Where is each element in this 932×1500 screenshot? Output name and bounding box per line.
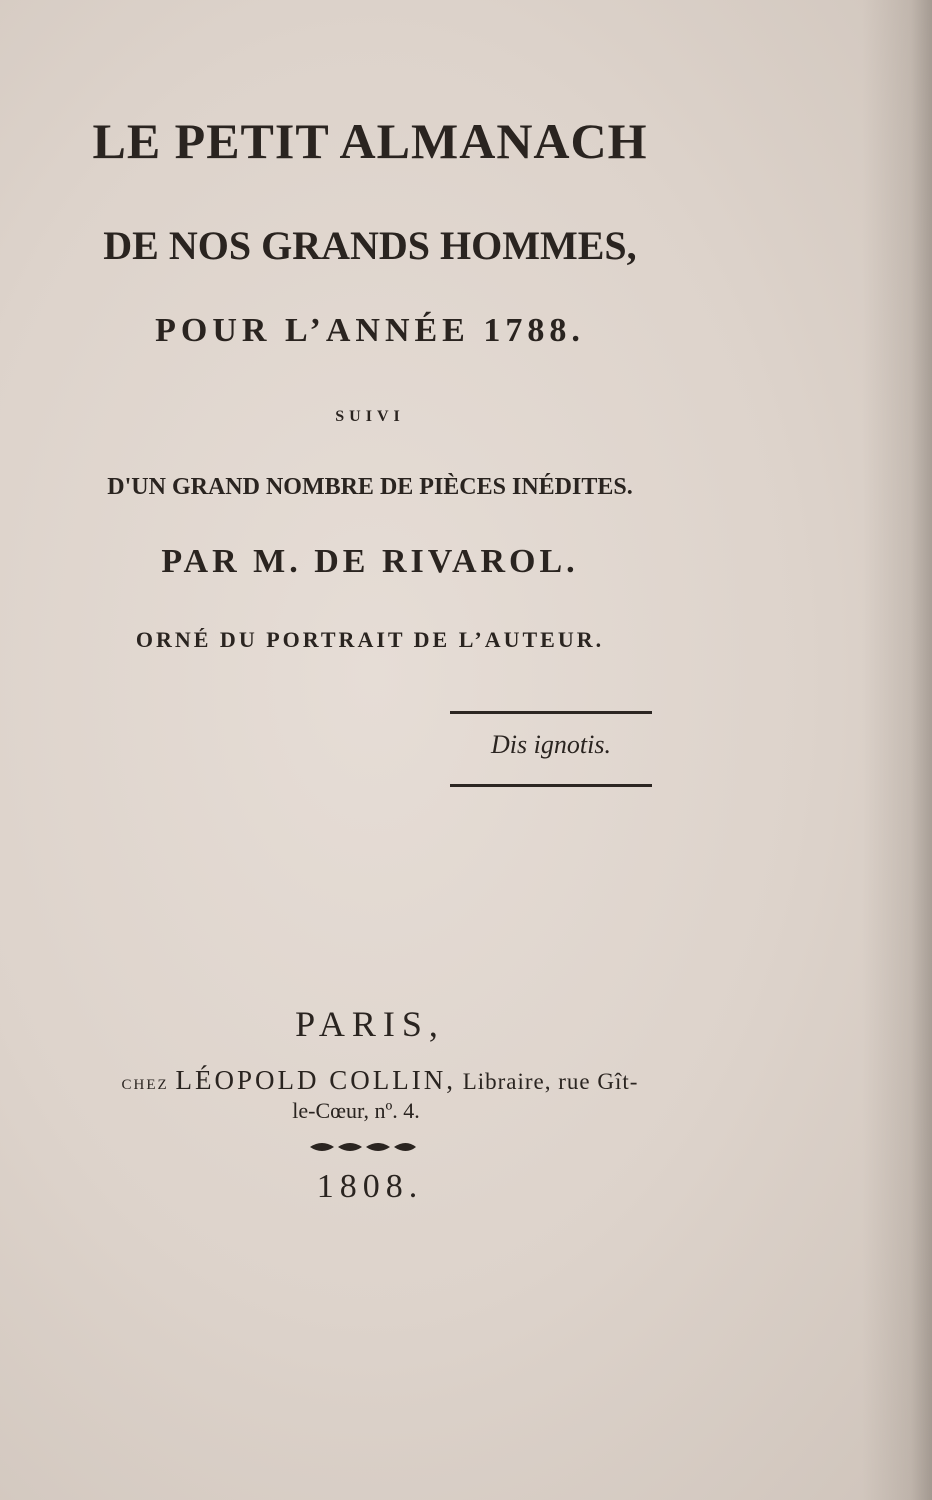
imprint-address-1: Libraire, rue Gît- xyxy=(462,1069,639,1094)
printers-ornament xyxy=(308,1137,418,1157)
imprint-year: 1808. xyxy=(316,1168,424,1205)
imprint-chez: CHEZ xyxy=(121,1077,169,1093)
epigraph-rule-bottom xyxy=(450,784,652,787)
title-line-3: POUR L’ANNÉE 1788. xyxy=(155,312,585,349)
page-edge-shadow xyxy=(862,0,932,1500)
subtitle-pieces: D'UN GRAND NOMBRE DE PIÈCES INÉDITES. xyxy=(107,474,633,500)
title-line-1: LE PETIT ALMANACH xyxy=(92,113,648,169)
imprint-publisher-line xyxy=(10,1065,750,1096)
author-line: PAR M. DE RIVAROL. xyxy=(161,543,579,580)
imprint-publisher: LÉOPOLD COLLIN, xyxy=(175,1065,456,1095)
title-line-2: DE NOS GRANDS HOMMES, xyxy=(103,223,637,268)
epigraph: Dis ignotis. xyxy=(491,730,611,759)
epigraph-rule-top xyxy=(450,711,652,714)
imprint-address-2: le-Cœur, nº. 4. xyxy=(292,1098,420,1123)
portrait-note: ORNÉ DU PORTRAIT DE L’AUTEUR. xyxy=(135,627,605,652)
subtitle-suivi: SUIVI xyxy=(335,408,405,425)
imprint-city: PARIS, xyxy=(295,1004,445,1044)
